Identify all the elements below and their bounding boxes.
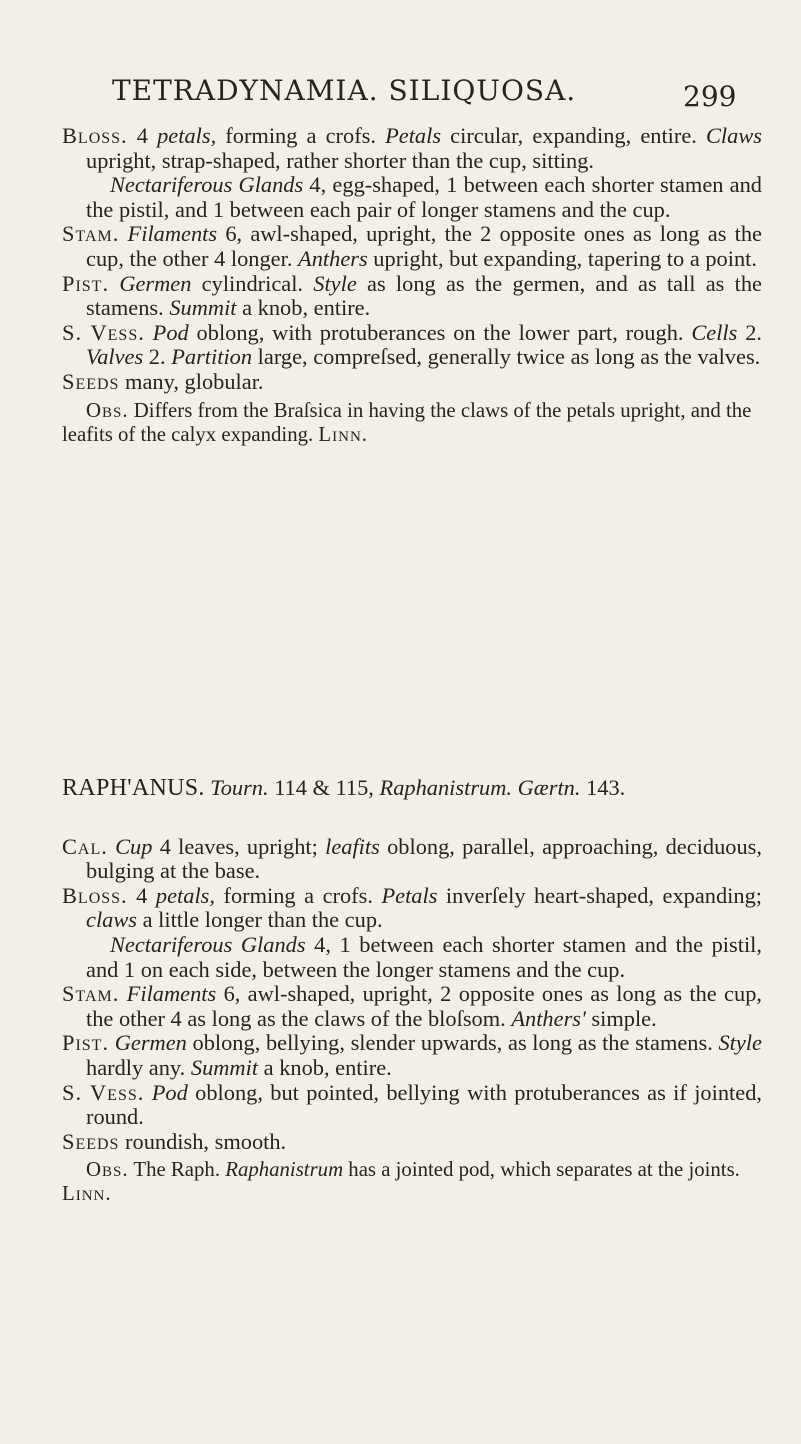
paragraph-seed-vessel: S. Vess. Pod oblong, with protuberances on the lower part, rough. Cells 2. Valves 2. Partition large, compreſsed, generally twice as long as the valves.	[62, 319, 762, 370]
paragraph-observation: Obs. The Raph. Raphanistrum has a jointed pod, which separates at the joints. Linn.	[62, 1158, 740, 1206]
paragraph-seeds: Seeds roundish, smooth.	[62, 1128, 287, 1154]
paragraph-pistil: Pist. Germen oblong, bellying, slender upwards, as long as the stamens. Style hardly any. Summit a knob, entire.	[62, 1030, 762, 1080]
paragraph-stamens: Stam. Filaments 6, awl-shaped, upright, 2 opposite ones as long as the cup, the other 4 as long as the claws of the bloſsom. Anthers' simple.	[62, 981, 762, 1031]
paragraph-calyx: Cal. Cup 4 leaves, upright; leafits oblong, parallel, approaching, deciduous, bulging at the base.	[62, 833, 762, 884]
section-raphanus	[62, 776, 762, 1206]
spacer	[62, 801, 762, 835]
paragraph-seeds: Seeds many, globular.	[62, 368, 264, 394]
paragraph-blossom: Bloss. 4 petals, forming a crofs. Petals circular, expanding, entire. Claws upright, strap-shaped, rather shorter than the cup, sitting.	[62, 123, 762, 173]
paragraph-nectariferous-glands: Nectariferous Glands 4, egg-shaped, 1 between each shorter stamen and the pistil, and 1 between each pair of longer stamens and the cup.	[86, 172, 762, 222]
paragraph-seed-vessel: S. Vess. Pod oblong, but pointed, bellying with protuberances as if jointed, round.	[62, 1079, 762, 1130]
genus-heading: RAPH'ANUS. Tourn. 114 & 115, Raphanistrum. Gærtn. 143.	[62, 775, 626, 801]
paragraph-nectariferous-glands: Nectariferous Glands 4, 1 between each shorter stamen and the pistil, and 1 on each side, between the longer stamens and the cup.	[86, 931, 762, 982]
paragraph-blossom: Bloss. 4 petals, forming a crofs. Petals inverſely heart-shaped, expanding; claws a little longer than the cup.	[62, 882, 762, 933]
paragraph-stamens: Stam. Filaments 6, awl-shaped, upright, the 2 opposite ones as long as the cup, the other 4 longer. Anthers upright, but expanding, tapering to a point.	[62, 221, 762, 271]
page-number: 299	[683, 80, 737, 113]
paragraph-observation: Obs. Differs from the Braſsica in having the claws of the petals upright, and the leafits of the calyx expanding. Linn.	[62, 398, 752, 446]
running-head: TETRADYNAMIA. SILIQUOSA.	[112, 74, 577, 107]
section-siliquosa-continued	[62, 124, 762, 447]
paragraph-pistil: Pist. Germen cylindrical. Style as long as the germen, and as tall as the stamens. Summit a knob, entire.	[62, 270, 762, 321]
